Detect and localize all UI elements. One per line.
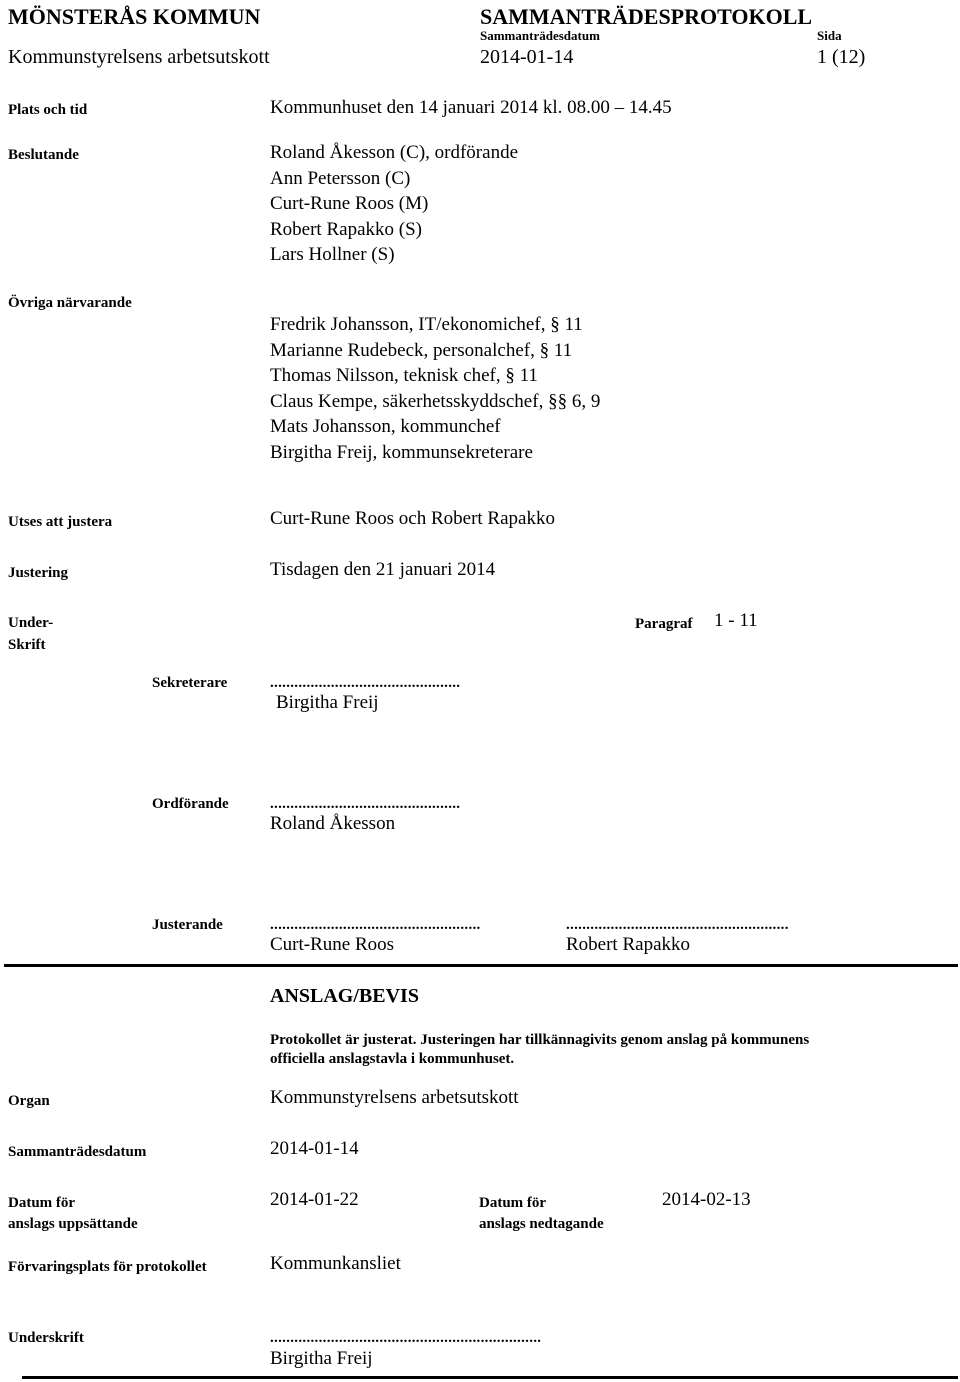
secretary-signature-line: ...............................................	[270, 675, 461, 691]
adjuster1-name: Curt-Rune Roos	[270, 934, 395, 955]
meeting-date: 2014-01-14	[480, 46, 574, 68]
removed-value: 2014-02-13	[662, 1189, 751, 1210]
meeting-date-label: Sammanträdesdatum	[480, 28, 600, 43]
attendee: Claus Kempe, säkerhetsskyddschef, §§ 6, 9	[270, 390, 601, 412]
adjuster2-signature-line: .......................................................	[566, 917, 789, 933]
notice-date-label: Sammanträdesdatum	[8, 1144, 147, 1160]
adjuster1-signature-line: ....................................................	[270, 917, 481, 933]
document-type: SAMMANTRÄDESPROTOKOLL	[480, 4, 813, 29]
attendee: Mats Johansson, kommunchef	[270, 416, 501, 437]
adjust-value: Curt-Rune Roos och Robert Rapakko	[270, 508, 555, 529]
posted-label-2: anslags uppsättande	[8, 1216, 138, 1232]
posted-label-1: Datum för	[8, 1195, 76, 1211]
member: Curt-Rune Roos (M)	[270, 193, 429, 214]
decision-members	[270, 140, 518, 268]
adjusters-label: Justerande	[152, 917, 223, 933]
organ-value: Kommunstyrelsens arbetsutskott	[270, 1087, 519, 1108]
chair-label: Ordförande	[152, 796, 229, 812]
member: Ann Petersson (C)	[270, 167, 411, 189]
municipality-name: MÖNSTERÅS KOMMUN	[8, 4, 261, 29]
chair-signature-line: ...............................................	[270, 796, 461, 812]
committee-name: Kommunstyrelsens arbetsutskott	[8, 46, 270, 68]
notice-date-value: 2014-01-14	[270, 1138, 359, 1159]
storage-value: Kommunkansliet	[270, 1253, 401, 1274]
signature-label-1: Under-	[8, 615, 54, 631]
adjustment-label: Justering	[8, 565, 68, 581]
others-label: Övriga närvarande	[8, 295, 132, 311]
adjust-label: Utses att justera	[8, 514, 113, 530]
section-divider	[4, 964, 958, 967]
attendee: Birgitha Freij, kommunsekreterare	[270, 441, 533, 463]
notice-text: Protokollet är justerat. Justeringen har tillkännagivits genom anslag på kommunens officiella anslagstavla i kommunhuset.	[270, 1032, 810, 1067]
paragraph-label: Paragraf	[635, 616, 693, 632]
bottom-divider	[22, 1376, 958, 1379]
chair-name: Roland Åkesson	[270, 813, 396, 834]
others-list	[270, 312, 600, 465]
place-value: Kommunhuset den 14 januari 2014 kl. 08.00 – 14.45	[270, 97, 672, 118]
page-label: Sida	[817, 28, 842, 43]
attendee: Marianne Rudebeck, personalchef, § 11	[270, 339, 573, 361]
attendee: Fredrik Johansson, IT/ekonomichef, § 11	[270, 314, 583, 335]
signature-label-2: Skrift	[8, 637, 46, 653]
secretary-name: Birgitha Freij	[276, 692, 379, 713]
attendee: Thomas Nilsson, teknisk chef, § 11	[270, 365, 538, 386]
removed-label-1: Datum för	[479, 1195, 547, 1211]
storage-label: Förvaringsplats för protokollet	[8, 1259, 207, 1275]
posted-value: 2014-01-22	[270, 1189, 359, 1210]
page-number: 1 (12)	[817, 46, 866, 68]
member: Roland Åkesson (C), ordförande	[270, 142, 519, 163]
decision-label: Beslutande	[8, 147, 79, 163]
organ-label: Organ	[8, 1093, 50, 1109]
removed-label-2: anslags nedtagande	[479, 1216, 604, 1232]
notice-title: ANSLAG/BEVIS	[270, 985, 419, 1007]
adjustment-value: Tisdagen den 21 januari 2014	[270, 559, 496, 580]
underskrift-label: Underskrift	[8, 1330, 84, 1346]
underskrift-name: Birgitha Freij	[270, 1348, 373, 1369]
paragraph-value: 1 - 11	[714, 610, 758, 631]
place-label: Plats och tid	[8, 102, 88, 118]
adjuster2-name: Robert Rapakko	[566, 934, 691, 955]
member: Robert Rapakko (S)	[270, 218, 422, 240]
member: Lars Hollner (S)	[270, 244, 395, 265]
underskrift-signature-line: ...................................................................	[270, 1330, 542, 1346]
secretary-label: Sekreterare	[152, 675, 228, 691]
